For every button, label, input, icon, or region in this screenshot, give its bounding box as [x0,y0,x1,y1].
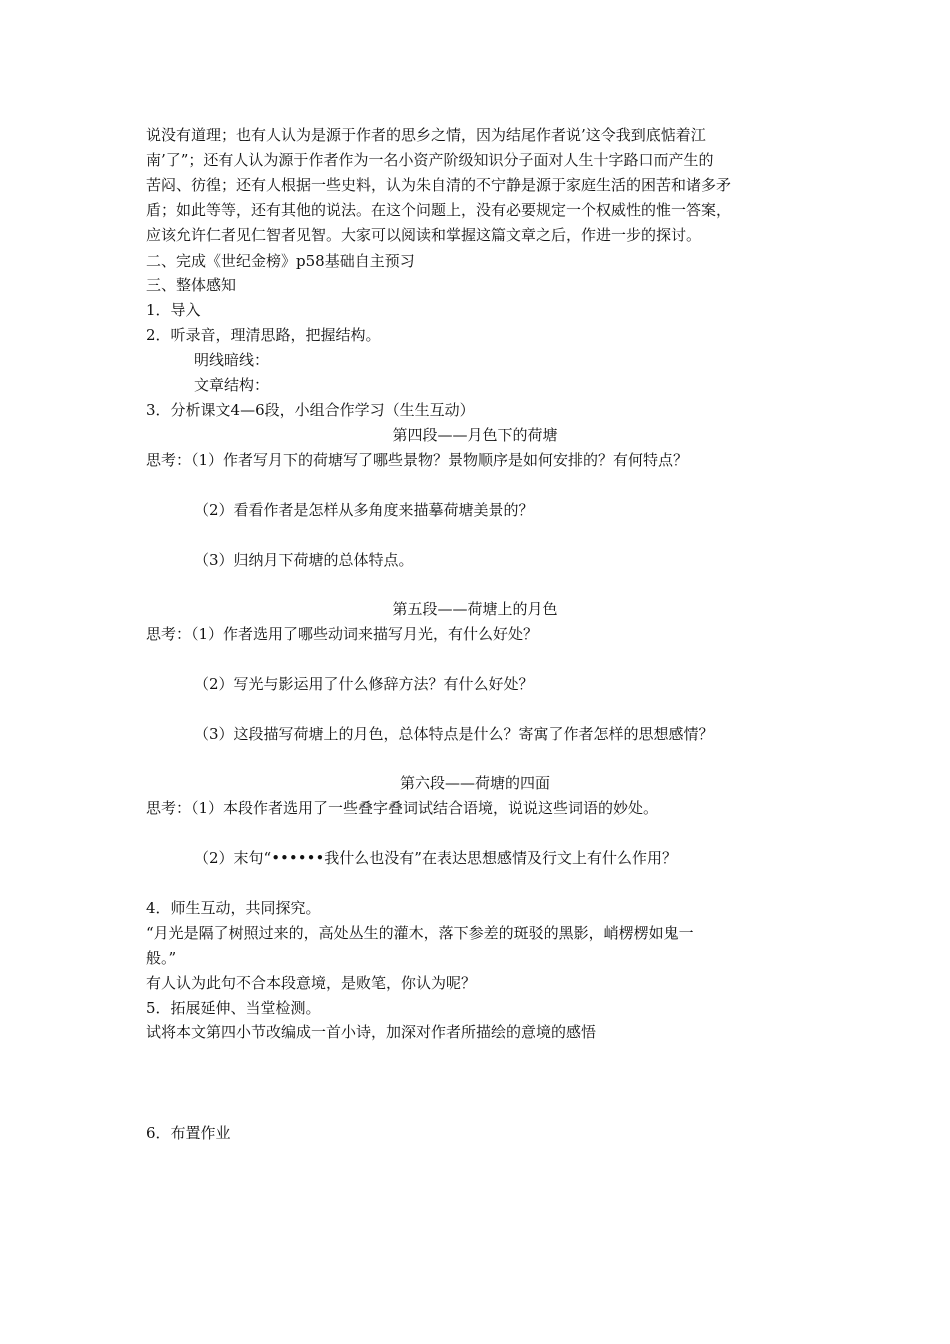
step-5: 5．拓展延伸、当堂检测。 [146,999,321,1017]
intro-line-1: 说没有道理；也有人认为是源于作者的思乡之情，因为结尾作者说’这令我到底惦着江 [146,126,706,144]
para6-question-1: 思考：（1）本段作者选用了一些叠字叠词试结合语境，说说这些词语的妙处。 [146,799,659,817]
para5-question-2: （2）写光与影运用了什么修辞方法？有什么好处？ [194,675,534,693]
step-4-quote-line-2: 般。” [146,949,177,967]
step-2-clues: 明线暗线： [194,351,270,369]
para5-heading: 第五段——荷塘上的月色 [392,600,558,618]
para4-heading: 第四段——月色下的荷塘 [392,426,558,444]
section-two: 二、完成《世纪金榜》p58基础自主预习 [146,252,415,270]
step-3: 3．分析课文4—6段，小组合作学习（生生互动） [146,401,475,419]
intro-line-4: 盾；如此等等，还有其他的说法。在这个问题上，没有必要规定一个权威性的惟一答案， [146,201,732,219]
para5-question-3: （3）这段描写荷塘上的月色，总体特点是什么？寄寓了作者怎样的思想感情？ [194,725,714,743]
section-three: 三、整体感知 [146,276,237,294]
step-2-structure: 文章结构： [194,376,270,394]
para4-question-3: （3）归纳月下荷塘的总体特点。 [194,551,414,569]
para6-question-2: （2）末句“••••••我什么也没有”在表达思想感情及行文上有什么作用？ [194,849,677,867]
intro-line-3: 苦闷、彷徨；还有人根据一些史料，认为朱自清的不宁静是源于家庭生活的困苦和诸多矛 [146,176,732,194]
step-1: 1．导入 [146,301,201,319]
para6-heading: 第六段——荷塘的四面 [399,774,550,792]
intro-line-5: 应该允许仁者见仁智者见智。大家可以阅读和掌握这篇文章之后，作进一步的探讨。 [146,226,702,244]
para5-question-1: 思考：（1）作者选用了哪些动词来描写月光，有什么好处？ [146,625,539,643]
step-2: 2．听录音，理清思路，把握结构。 [146,326,381,344]
step-4-question: 有人认为此句不合本段意境，是败笔，你认为呢？ [146,974,477,992]
para4-question-1: 思考：（1）作者写月下的荷塘写了哪些景物？景物顺序是如何安排的？有何特点？ [146,451,689,469]
step-4: 4．师生互动，共同探究。 [146,899,321,917]
step-5-task: 试将本文第四小节改编成一首小诗，加深对作者所描绘的意境的感悟 [146,1023,597,1041]
step-4-quote-line-1: “月光是隔了树照过来的，高处丛生的灌木，落下参差的斑驳的黑影，峭楞楞如鬼一 [146,924,694,942]
step-6: 6．布置作业 [146,1124,231,1142]
intro-line-2: 南’了”；还有人认为源于作者作为一名小资产阶级知识分子面对人生十字路口而产生的 [146,151,714,169]
para4-question-2: （2）看看作者是怎样从多角度来描摹荷塘美景的？ [194,501,534,519]
